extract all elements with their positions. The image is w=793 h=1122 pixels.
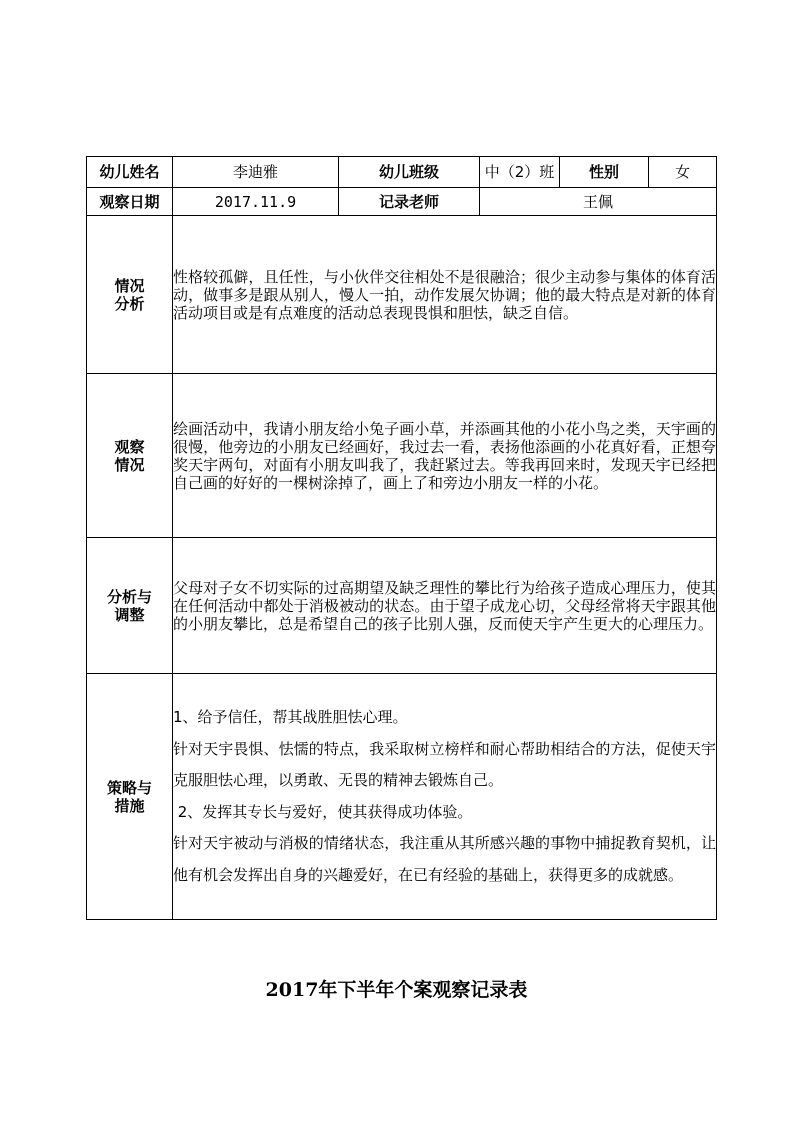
situation-label-line1: 情况 — [114, 276, 145, 295]
info-row-1 — [87, 157, 717, 188]
strategy-measures-label — [87, 674, 173, 920]
child-name-value: 李迪雅 — [173, 157, 339, 188]
document-title: 2017年下半年个案观察记录表 — [265, 979, 528, 1001]
child-class-value: 中（2）班 — [480, 157, 560, 188]
observation-text: 绘画活动中，我请小朋友给小兔子画小草，并添画其他的小花小鸟之类，天宇画的很慢，他旁边的小朋友已经画好，我过去一看，表扬他添画的小花真好看，正想夸奖天宇两句，对面有小朋友叫我了，我赶紧过去。等我再回来时，发现天宇已经把自己画的好好的一棵树涂掉了，画上了和旁边小朋友一样的小花。 — [173, 419, 716, 492]
observation-label-line1: 观察 — [114, 437, 145, 456]
observation-date-label: 观察日期 — [87, 188, 173, 216]
situation-analysis-cell — [173, 216, 717, 374]
recording-teacher-label: 记录老师 — [339, 188, 480, 216]
child-name-label: 幼儿姓名 — [87, 157, 173, 188]
observation-row — [87, 374, 717, 538]
observation-record-table — [86, 156, 717, 920]
situation-analysis-text: 性格较孤僻，且任性，与小伙伴交往相处不是很融洽；很少主动参与集体的体育活动，做事多是跟从别人，慢人一拍，动作发展欠协调；他的最大特点是对新的体育活动项目或是有点难度的活动总表现畏惧和胆怯，缺乏自信。 — [173, 267, 716, 322]
strategy-measures-row — [87, 674, 717, 920]
child-class-label: 幼儿班级 — [339, 157, 480, 188]
analysis-label-line2: 调整 — [114, 605, 145, 624]
analysis-label-line1: 分析与 — [106, 587, 152, 606]
analysis-adjustment-row — [87, 538, 717, 674]
analysis-adjustment-label — [87, 538, 173, 674]
observation-label — [87, 374, 173, 538]
strategy-measures-cell — [173, 674, 717, 920]
strategy-label-line1: 策略与 — [106, 778, 152, 797]
observation-label-line2: 情况 — [114, 455, 145, 474]
info-row-2 — [87, 188, 717, 216]
situation-label-line2: 分析 — [114, 294, 145, 313]
situation-analysis-row — [87, 216, 717, 374]
strategy-item2-title: 2、发挥其专长与爱好，使其获得成功体验。 — [173, 802, 473, 821]
strategy-item1-title: 1、给予信任，帮其战胜胆怯心理。 — [173, 708, 408, 726]
situation-analysis-label — [87, 216, 173, 374]
analysis-adjustment-cell — [173, 538, 717, 674]
recording-teacher-value: 王佩 — [480, 188, 717, 216]
observation-date-value: 2017.11.9 — [173, 188, 339, 216]
analysis-adjustment-text: 父母对子女不切实际的过高期望及缺乏理性的攀比行为给孩子造成心理压力，使其在任何活动中都处于消极被动的状态。由于望子成龙心切，父母经常将天宇跟其他的小朋友攀比，总是希望自己的孩子比别人强，反而使天宇产生更大的心理压力。 — [173, 578, 716, 633]
gender-value: 女 — [649, 157, 717, 188]
observation-cell — [173, 374, 717, 538]
strategy-label-line2: 措施 — [114, 796, 145, 815]
strategy-item2-text: 针对天宇被动与消极的情绪状态，我注重从其所感兴趣的事物中捕捉教育契机，让他有机会发挥出自身的兴趣爱好，在已有经验的基础上，获得更多的成就感。 — [173, 834, 716, 884]
strategy-item1-text: 针对天宇畏惧、怯懦的特点，我采取树立榜样和耐心帮助相结合的方法，促使天宇克服胆怯心理，以勇敢、无畏的精神去锻炼自己。 — [173, 739, 716, 789]
gender-label: 性别 — [560, 157, 649, 188]
